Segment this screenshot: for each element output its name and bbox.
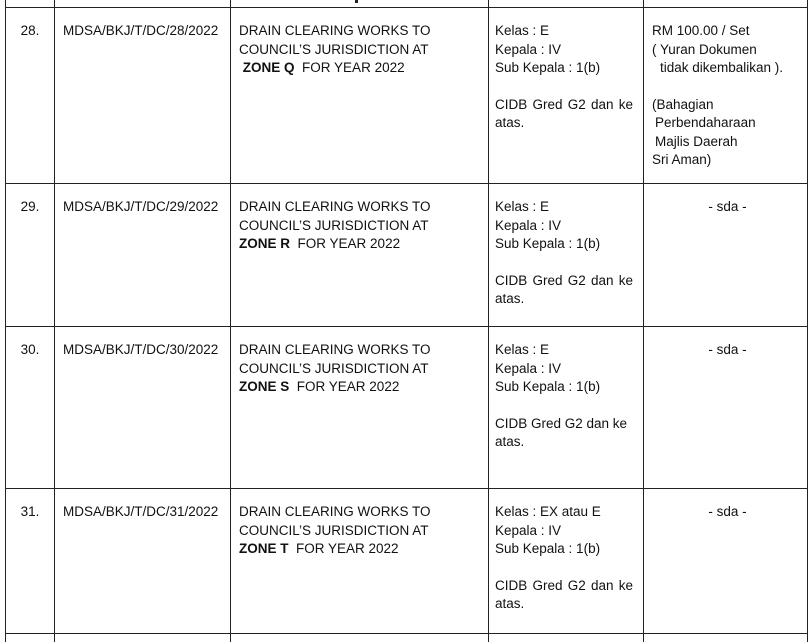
row-number: 29. xyxy=(6,184,55,327)
title-line: COUNCIL’S JURISDICTION AT xyxy=(239,217,484,236)
same-as-above-label: - sda - xyxy=(652,198,803,217)
title-zone-line xyxy=(239,378,484,397)
title-zone-line xyxy=(239,235,484,254)
tender-table xyxy=(5,0,808,642)
cidb-grade: CIDB Gred G2 dan ke atas. xyxy=(495,577,633,614)
zone-label: ZONE T xyxy=(239,541,289,556)
same-as-above-label: - sda - xyxy=(652,503,803,522)
kelas-line: Kelas : EX atau E xyxy=(495,503,639,522)
title-zone-line xyxy=(239,540,484,559)
document-fee xyxy=(644,8,808,184)
sub-kepala-line: Sub Kepala : 1(b) xyxy=(495,540,639,559)
kelas-line: Kelas : E xyxy=(495,198,639,217)
contractor-class xyxy=(489,8,644,184)
cidb-grade: CIDB Gred G2 dan ke atas. xyxy=(495,272,633,309)
table-row-next-fragment xyxy=(6,634,808,642)
table-row-previous-fragment xyxy=(6,0,808,8)
kelas-line: Kelas : E xyxy=(495,341,639,360)
kelas-line: Kelas : E xyxy=(495,22,639,41)
year-label: FOR YEAR 2022 xyxy=(296,541,399,556)
table-row xyxy=(6,184,808,327)
document-fee xyxy=(644,327,808,489)
title-line: DRAIN CLEARING WORKS TO xyxy=(239,198,484,217)
fee-line: RM 100.00 / Set xyxy=(652,22,803,41)
tender-reference: MDSA/BKJ/T/DC/29/2022 xyxy=(55,184,231,327)
contractor-class xyxy=(489,327,644,489)
document-fee xyxy=(644,184,808,327)
sub-kepala-line: Sub Kepala : 1(b) xyxy=(495,235,639,254)
row-number: 31. xyxy=(6,489,55,634)
row-number: 30. xyxy=(6,327,55,489)
zone-label: ZONE Q xyxy=(243,60,295,75)
cidb-grade-continued: atas. xyxy=(495,433,639,452)
fee-line: Perbendaharaan xyxy=(652,114,803,133)
tender-title xyxy=(231,8,489,184)
title-line: COUNCIL’S JURISDICTION AT xyxy=(239,522,484,541)
title-zone-line xyxy=(239,59,484,78)
fee-line: ( Yuran Dokumen xyxy=(652,41,803,60)
zone-label: ZONE R xyxy=(239,236,290,251)
kepala-line: Kepala : IV xyxy=(495,360,639,379)
cidb-grade: CIDB Gred G2 dan ke atas. xyxy=(495,96,633,133)
title-line: DRAIN CLEARING WORKS TO xyxy=(239,503,484,522)
tender-title xyxy=(231,184,489,327)
table-row xyxy=(6,489,808,634)
tender-reference: MDSA/BKJ/T/DC/31/2022 xyxy=(55,489,231,634)
contractor-class xyxy=(489,184,644,327)
fee-line: (Bahagian xyxy=(652,96,803,115)
sub-kepala-line: Sub Kepala : 1(b) xyxy=(495,59,639,78)
tender-reference: MDSA/BKJ/T/DC/30/2022 xyxy=(55,327,231,489)
year-label: FOR YEAR 2022 xyxy=(302,60,405,75)
table-row xyxy=(6,327,808,489)
title-line: COUNCIL’S JURISDICTION AT xyxy=(239,41,484,60)
tender-title xyxy=(231,489,489,634)
tender-title xyxy=(231,327,489,489)
table-row xyxy=(6,8,808,184)
kepala-line: Kepala : IV xyxy=(495,217,639,236)
title-line: DRAIN CLEARING WORKS TO xyxy=(239,22,484,41)
same-as-above-label: - sda - xyxy=(652,341,803,360)
fee-line: Majlis Daerah xyxy=(652,133,803,152)
row-number: 28. xyxy=(6,8,55,184)
document-fee xyxy=(644,489,808,634)
sub-kepala-line: Sub Kepala : 1(b) xyxy=(495,378,639,397)
title-line: DRAIN CLEARING WORKS TO xyxy=(239,341,484,360)
kepala-line: Kepala : IV xyxy=(495,41,639,60)
zone-label: ZONE S xyxy=(239,379,289,394)
fee-line: tidak dikembalikan ). xyxy=(652,59,803,78)
year-label: FOR YEAR 2022 xyxy=(298,236,401,251)
year-label: FOR YEAR 2022 xyxy=(297,379,400,394)
contractor-class xyxy=(489,489,644,634)
kepala-line: Kepala : IV xyxy=(495,522,639,541)
fee-line: Sri Aman) xyxy=(652,151,803,170)
cidb-grade: CIDB Gred G2 dan ke xyxy=(495,415,639,434)
title-line: COUNCIL’S JURISDICTION AT xyxy=(239,360,484,379)
tender-reference: MDSA/BKJ/T/DC/28/2022 xyxy=(55,8,231,184)
